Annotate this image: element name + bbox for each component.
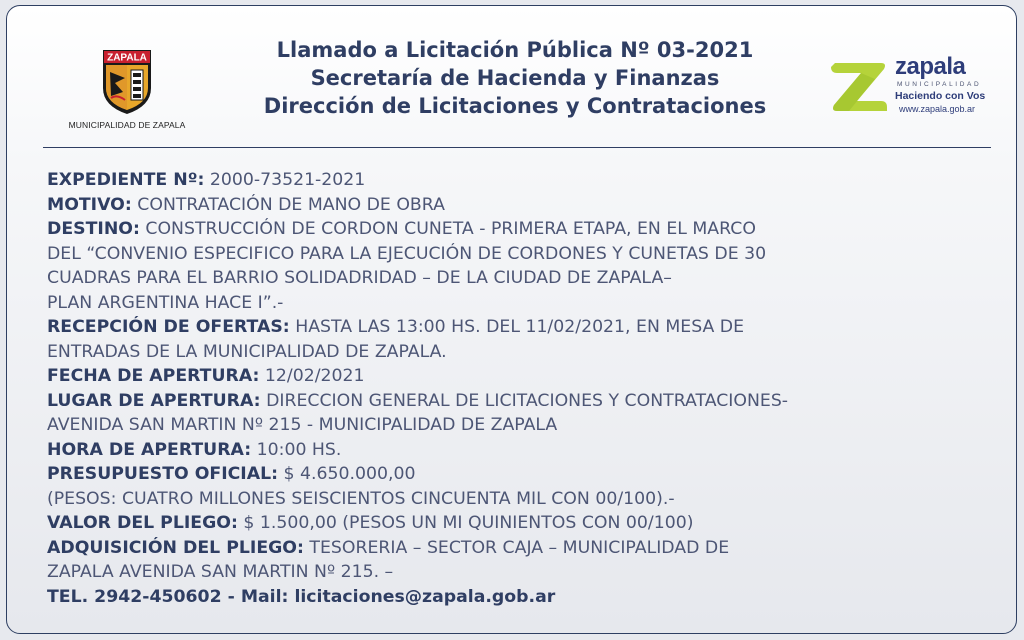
contact-email: Mail: licitaciones@zapala.gob.ar: [240, 586, 556, 607]
zapala-z-icon: [829, 57, 889, 117]
field-label: PRESUPUESTO OFICIAL:: [47, 464, 279, 484]
field-value: TESORERIA – SECTOR CAJA – MUNICIPALIDAD DE: [303, 537, 730, 558]
field-value: CONSTRUCCIÓN DE CORDON CUNETA - PRIMERA ETAPA, EN EL MARCO: [139, 219, 756, 239]
notice-card: [6, 5, 1017, 634]
field-value: ENTRADAS DE LA MUNICIPALIDAD DE ZAPALA.: [47, 341, 447, 362]
shield-icon: [101, 48, 153, 116]
contact-line: [47, 585, 1002, 610]
contact-phone: TEL. 2942-450602: [47, 586, 222, 607]
contact-separator: -: [221, 586, 241, 607]
header-title: Llamado a Licitación Pública Nº 03-2021: [276, 38, 754, 62]
field-adquisicion-cont: [47, 560, 1002, 585]
field-value: DEL “CONVENIO ESPECIFICO PARA LA EJECUCIÓN DE CORDONES Y CUNETAS DE 30: [47, 243, 767, 264]
field-valor-pliego: [47, 511, 1002, 536]
field-expediente: [47, 168, 1002, 193]
field-label: HORA DE APERTURA:: [47, 439, 252, 460]
field-value: (PESOS: CUATRO MILLONES SEISCIENTOS CINCUENTA MIL CON 00/100).-: [47, 488, 675, 509]
field-adquisicion: [47, 536, 1002, 561]
field-value: ZAPALA AVENIDA SAN MARTIN Nº 215. –: [47, 562, 394, 582]
field-value: CUADRAS PARA EL BARRIO SOLIDADRIDAD – DE LA CIUDAD DE ZAPALA–: [47, 268, 672, 288]
field-label: LUGAR DE APERTURA:: [47, 390, 261, 411]
field-value: HASTA LAS 13:00 HS. DEL 11/02/2021, EN MESA DE: [289, 317, 745, 337]
field-fecha-apertura: [47, 364, 1002, 389]
field-value: 2000-73521-2021: [204, 170, 366, 190]
field-value: 10:00 HS.: [251, 439, 342, 460]
field-label: MOTIVO:: [47, 194, 132, 215]
notice-body: [47, 168, 1002, 609]
field-hora-apertura: [47, 438, 1002, 463]
brand-url: www.zapala.gob.ar: [899, 104, 976, 114]
field-motivo: [47, 193, 1002, 218]
field-destino-cont: [47, 242, 1002, 267]
field-recepcion: [47, 315, 1002, 340]
field-label: ADQUISICIÓN DEL PLIEGO:: [47, 537, 304, 558]
field-label: EXPEDIENTE Nº:: [47, 170, 205, 190]
header-secretariat: Secretaría de Hacienda y Finanzas: [310, 66, 720, 90]
field-destino: [47, 217, 1002, 242]
brand-name: zapala: [895, 53, 966, 80]
field-value: $ 4.650.000,00: [278, 464, 416, 484]
field-destino-cont: [47, 291, 1002, 316]
municipal-shield-logo: [67, 48, 187, 130]
zapala-brand-logo: [829, 54, 1004, 124]
brand-subtitle: MUNICIPALIDAD: [897, 81, 982, 88]
field-presupuesto: [47, 462, 1002, 487]
field-value: AVENIDA SAN MARTIN Nº 215 - MUNICIPALIDAD DE ZAPALA: [47, 415, 558, 435]
field-presupuesto-cont: [47, 487, 1002, 512]
field-value: $ 1.500,00 (PESOS UN MI QUINIENTOS CON 00/100): [237, 513, 694, 533]
field-lugar-apertura-cont: [47, 413, 1002, 438]
field-value: CONTRATACIÓN DE MANO DE OBRA: [131, 194, 445, 215]
notice-header: [205, 36, 825, 120]
field-destino-cont: [47, 266, 1002, 291]
field-lugar-apertura: [47, 389, 1002, 414]
field-value: DIRECCION GENERAL DE LICITACIONES Y CONTRATACIONES-: [260, 390, 789, 411]
field-label: DESTINO:: [47, 219, 140, 239]
shield-caption: MUNICIPALIDAD DE ZAPALA: [68, 120, 186, 130]
field-label: FECHA DE APERTURA:: [47, 366, 260, 386]
field-value: PLAN ARGENTINA HACE I”.-: [47, 292, 284, 313]
header-direction: Dirección de Licitaciones y Contrataciones: [263, 94, 767, 118]
field-value: 12/02/2021: [259, 366, 365, 386]
header-divider: [43, 147, 991, 148]
field-label: RECEPCIÓN DE OFERTAS:: [47, 317, 290, 337]
brand-slogan: Haciendo con Vos: [895, 90, 986, 102]
shield-text: ZAPALA: [107, 52, 147, 64]
field-label: VALOR DEL PLIEGO:: [47, 513, 238, 533]
field-recepcion-cont: [47, 340, 1002, 365]
